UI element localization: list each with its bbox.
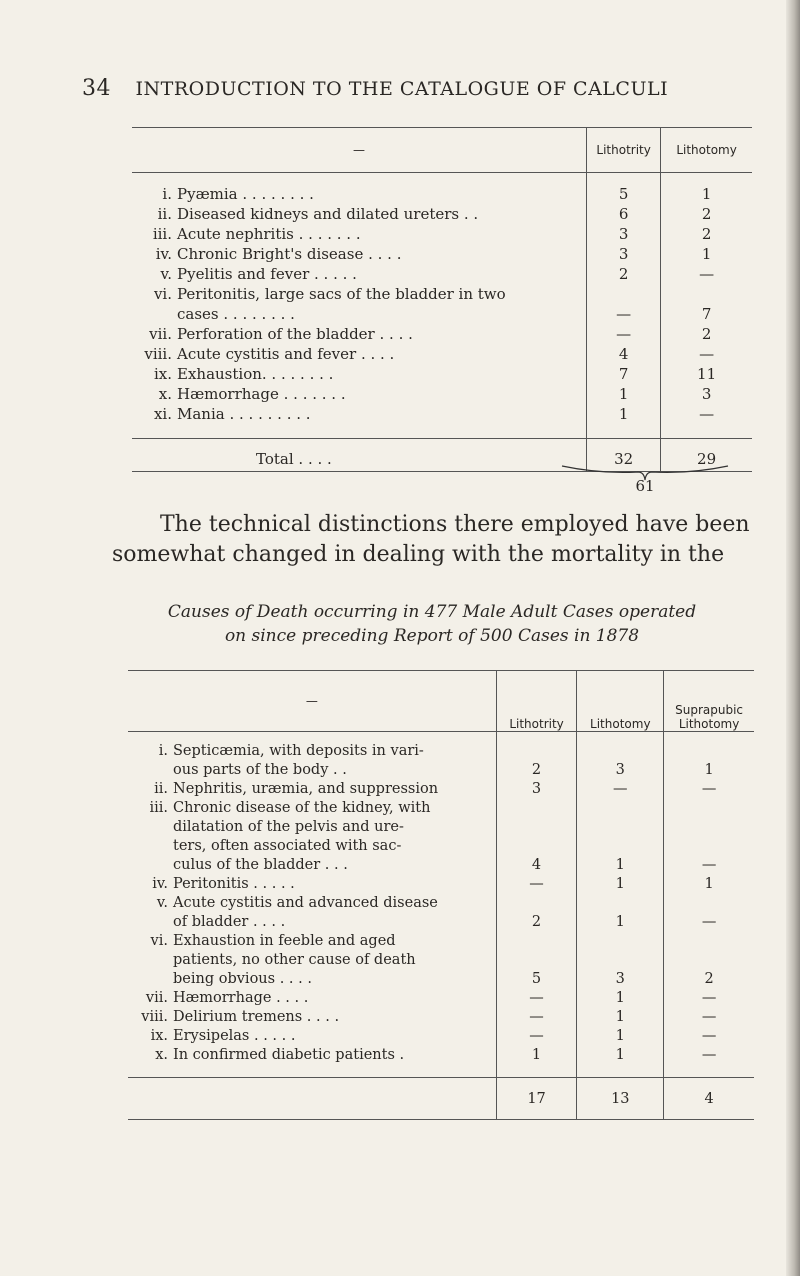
table-row (128, 1008, 754, 1027)
table-row (128, 1027, 754, 1046)
row-label (132, 284, 587, 324)
row-label-line (132, 324, 586, 344)
mortality-table-2 (128, 670, 754, 1120)
table-row (128, 1046, 754, 1065)
header-line: Suprapubic (675, 703, 744, 717)
row-text: Peritonitis, large sacs of the bladder in two (177, 285, 506, 303)
cell-lithotomy: 1 (577, 894, 664, 932)
table-row (132, 384, 752, 404)
cell-lithotomy: 1 (577, 1046, 664, 1065)
table-row (128, 875, 754, 894)
cell-lithotomy: 1 (577, 1027, 664, 1046)
table-row (132, 284, 752, 324)
cell-lithotomy: 1 (577, 989, 664, 1008)
row-label-line (128, 799, 496, 818)
row-number: ix. (150, 1028, 168, 1044)
row-number: vii. (149, 325, 172, 343)
row-label-line (128, 989, 496, 1008)
row-label-line (132, 344, 586, 364)
row-label-line (132, 384, 586, 404)
row-label-line: ters, often associated with sac- (173, 838, 402, 854)
cell-lithotomy: 1 (577, 875, 664, 894)
cell-lithotrity: 2 (587, 264, 661, 284)
row-text: Hæmorrhage . . . . (173, 990, 309, 1006)
table-row (128, 989, 754, 1008)
row-label-line (132, 244, 586, 264)
table-row (132, 344, 752, 364)
spacer-cell (132, 424, 587, 439)
total-label: Total . . . . (132, 439, 587, 472)
spacer-cell (128, 1065, 496, 1078)
row-number: iii. (149, 800, 168, 816)
row-label-line (132, 264, 586, 284)
row-text: Delirium tremens . . . . (173, 1009, 340, 1025)
cell-lithotomy: 2 (661, 324, 752, 344)
row-label-line: patients, no other cause of death (173, 952, 416, 968)
spacer-row (128, 1065, 754, 1078)
cell-lithotrity: 6 (587, 204, 661, 224)
table-row (132, 404, 752, 424)
row-label (128, 1046, 496, 1065)
total-lithotomy: 13 (577, 1078, 664, 1120)
row-label-line (132, 284, 586, 304)
cell-suprapubic: — (664, 1046, 754, 1065)
column-header-label: — (128, 671, 496, 732)
table-row (132, 364, 752, 384)
row-number: xi. (153, 405, 172, 423)
cell-lithotrity: 2 (496, 732, 577, 781)
caption-line: on since preceding Report of 500 Cases in 1878 (224, 626, 640, 646)
total-label-empty (128, 1078, 496, 1120)
column-header-label: — (132, 128, 587, 173)
cell-suprapubic: — (664, 1027, 754, 1046)
table-row (128, 932, 754, 989)
cell-lithotrity: — (496, 989, 577, 1008)
cell-suprapubic: — (664, 780, 754, 799)
table-row (132, 173, 752, 205)
cell-lithotrity: — (496, 875, 577, 894)
cell-lithotrity: — (587, 324, 661, 344)
cell-suprapubic: — (664, 1008, 754, 1027)
spacer-cell (496, 1065, 577, 1078)
row-number: vi. (150, 933, 168, 949)
row-label-line (132, 224, 586, 244)
cell-lithotomy: 1 (577, 1008, 664, 1027)
row-number: v. (160, 265, 172, 283)
cell-lithotrity: — (496, 1008, 577, 1027)
row-label-line (132, 204, 586, 224)
cell-lithotrity: 5 (496, 932, 577, 989)
cell-suprapubic: — (664, 799, 754, 875)
row-text: Mania . . . . . . . . . (177, 405, 311, 423)
row-number: iii. (152, 225, 172, 243)
cell-lithotomy: 1 (661, 244, 752, 264)
row-text: Peritonitis . . . . . (173, 876, 295, 892)
total-suprapubic: 4 (664, 1078, 754, 1120)
row-number: v. (156, 895, 168, 911)
table-body (132, 173, 752, 439)
row-label (132, 264, 587, 284)
total-lithotrity: 32 (587, 439, 661, 472)
cell-suprapubic: — (664, 989, 754, 1008)
row-label-line: cases . . . . . . . . (177, 305, 295, 323)
table-row (128, 780, 754, 799)
row-number: viii. (144, 345, 172, 363)
row-text: Pyelitis and fever . . . . . (177, 265, 357, 283)
cell-lithotomy: — (661, 404, 752, 424)
row-label (132, 324, 587, 344)
table-row (132, 324, 752, 344)
running-title: INTRODUCTION TO THE CATALOGUE OF CALCULI (135, 78, 669, 100)
row-number: vi. (153, 285, 172, 303)
table-row (128, 799, 754, 875)
cell-suprapubic: — (664, 894, 754, 932)
cell-lithotomy: 1 (661, 173, 752, 205)
row-label (128, 780, 496, 799)
row-number: ii. (157, 205, 172, 223)
table-row (128, 894, 754, 932)
row-label (128, 1008, 496, 1027)
row-number: iv. (155, 245, 172, 263)
row-label-line: of bladder . . . . (173, 914, 286, 930)
table-row (132, 244, 752, 264)
row-number: vii. (145, 990, 168, 1006)
row-label-line (128, 875, 496, 894)
cell-lithotrity: 4 (496, 799, 577, 875)
cell-lithotrity: 4 (587, 344, 661, 364)
row-number: x. (155, 1047, 168, 1063)
row-label-line (132, 404, 586, 424)
cell-suprapubic: 1 (664, 732, 754, 781)
cell-suprapubic: 2 (664, 932, 754, 989)
paragraph-line: somewhat changed in dealing with the mortality in the (112, 542, 725, 567)
row-label (132, 404, 587, 424)
row-label-line (132, 184, 586, 204)
row-label (132, 364, 587, 384)
paragraph-line: The technical distinctions there employed have been (160, 512, 750, 537)
row-label (132, 344, 587, 364)
row-label (128, 894, 496, 932)
spacer-cell (664, 1065, 754, 1078)
row-text: Acute nephritis . . . . . . . (177, 225, 361, 243)
spacer-cell (661, 424, 752, 439)
row-label (128, 932, 496, 989)
table-body (128, 732, 754, 1078)
column-header-lithotomy: Lithotomy (577, 671, 664, 732)
page-header (82, 76, 722, 101)
cell-lithotrity: — (587, 284, 661, 324)
row-text: Erysipelas . . . . . (173, 1028, 296, 1044)
row-text: Chronic disease of the kidney, with (173, 800, 431, 816)
row-label (128, 1027, 496, 1046)
column-header-suprapubic (664, 671, 754, 732)
spacer-cell (577, 1065, 664, 1078)
cell-lithotomy: — (661, 344, 752, 364)
table-caption (112, 600, 752, 648)
row-label-line: ous parts of the body . . (173, 762, 347, 778)
cell-lithotrity: 1 (587, 384, 661, 404)
table-row (132, 264, 752, 284)
cell-suprapubic: 1 (664, 875, 754, 894)
cell-lithotrity: 1 (496, 1046, 577, 1065)
cell-lithotrity: 1 (587, 404, 661, 424)
row-label-line (132, 364, 586, 384)
row-number: iv. (152, 876, 168, 892)
row-label (132, 244, 587, 264)
row-label-line (128, 1008, 496, 1027)
row-label (132, 173, 587, 205)
total-row (128, 1078, 754, 1120)
row-text: Hæmorrhage . . . . . . . (177, 385, 346, 403)
cell-lithotomy: 3 (577, 932, 664, 989)
cell-lithotomy: — (577, 780, 664, 799)
cell-lithotomy: — (661, 264, 752, 284)
row-label-line (128, 1046, 496, 1065)
header-line: Lithotomy (678, 717, 740, 731)
cell-lithotomy: 11 (661, 364, 752, 384)
row-label-line (128, 742, 496, 761)
cell-lithotomy: 3 (577, 732, 664, 781)
row-label-line: being obvious . . . . (173, 971, 312, 987)
row-label (128, 732, 496, 781)
row-number: viii. (141, 1009, 168, 1025)
row-text: In confirmed diabetic patients . (173, 1047, 405, 1063)
row-number: ix. (153, 365, 172, 383)
row-label (128, 875, 496, 894)
row-number: i. (162, 185, 172, 203)
row-label-line (128, 1027, 496, 1046)
cell-lithotrity: — (496, 1027, 577, 1046)
column-header-lithotrity: Lithotrity (587, 128, 661, 173)
row-label-line: culus of the bladder . . . (173, 857, 348, 873)
table-header-row (132, 128, 752, 173)
row-text: Exhaustion. . . . . . . . (177, 365, 334, 383)
mortality-table-1 (132, 127, 752, 472)
row-text: Diseased kidneys and dilated ureters . . (177, 205, 479, 223)
row-text: Perforation of the bladder . . . . (177, 325, 413, 343)
caption-line: Causes of Death occurring in 477 Male Adult Cases operated (167, 602, 697, 622)
spacer-cell (587, 424, 661, 439)
cell-lithotrity: 2 (496, 894, 577, 932)
cell-lithotrity: 3 (496, 780, 577, 799)
row-text: Nephritis, uræmia, and suppression (173, 781, 439, 797)
row-label (132, 224, 587, 244)
cell-lithotrity: 7 (587, 364, 661, 384)
grand-total: 61 (635, 477, 655, 495)
row-number: x. (158, 385, 172, 403)
table-row (128, 732, 754, 781)
cell-lithotrity: 5 (587, 173, 661, 205)
table-row (132, 224, 752, 244)
page-edge-shadow (786, 0, 800, 1276)
row-label-line (128, 932, 496, 951)
row-label-line (128, 780, 496, 799)
row-label (132, 204, 587, 224)
row-text: Exhaustion in feeble and aged (173, 933, 396, 949)
column-header-lithotomy: Lithotomy (661, 128, 752, 173)
row-label (128, 799, 496, 875)
cell-lithotomy: 7 (661, 284, 752, 324)
cell-lithotrity: 3 (587, 224, 661, 244)
table-header-row (128, 671, 754, 732)
cell-lithotomy: 2 (661, 204, 752, 224)
row-text: Acute cystitis and advanced disease (173, 895, 438, 911)
row-text: Pyæmia . . . . . . . . (177, 185, 314, 203)
row-label-line (128, 894, 496, 913)
row-label-line: dilatation of the pelvis and ure- (173, 819, 404, 835)
row-text: Acute cystitis and fever . . . . (177, 345, 395, 363)
row-label (128, 989, 496, 1008)
row-label (132, 384, 587, 404)
page-number: 34 (82, 76, 111, 101)
cell-lithotomy: 3 (661, 384, 752, 404)
cell-lithotomy: 1 (577, 799, 664, 875)
row-text: Septicæmia, with deposits in vari- (173, 743, 424, 759)
total-lithotrity: 17 (496, 1078, 577, 1120)
cell-lithotrity: 3 (587, 244, 661, 264)
cell-lithotomy: 2 (661, 224, 752, 244)
table-row (132, 204, 752, 224)
row-text: Chronic Bright's disease . . . . (177, 245, 402, 263)
body-paragraph (112, 510, 752, 570)
column-header-lithotrity: Lithotrity (496, 671, 577, 732)
total-lithotomy: 29 (661, 439, 752, 472)
row-number: ii. (154, 781, 168, 797)
row-number: i. (158, 743, 168, 759)
spacer-row (132, 424, 752, 439)
